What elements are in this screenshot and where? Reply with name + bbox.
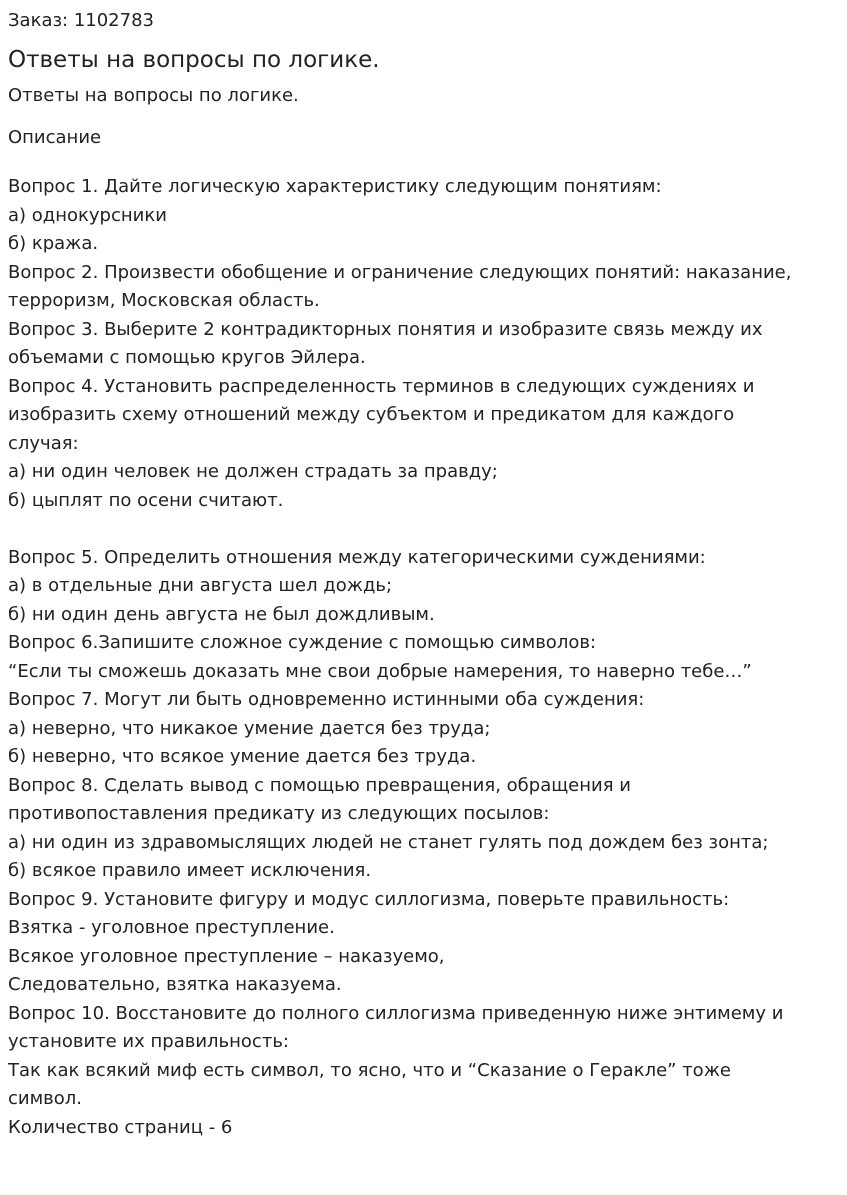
description-line: а) однокурсники: [8, 204, 167, 226]
description-line: б) неверно, что всякое умение дается без труда.: [8, 746, 477, 767]
description-line: Взятка - уголовное преступление.: [8, 917, 335, 938]
description-line: а) в отдельные дни августа шел дождь;: [8, 575, 393, 596]
description-body: [8, 173, 839, 1142]
description-line: а) неверно, что никакое умение дается без труда;: [8, 717, 491, 739]
description-line: Вопрос 5. Определить отношения между категорическими суждениями:: [8, 546, 706, 568]
description-line: Всякое уголовное преступление – наказуемо,: [8, 945, 445, 967]
description-line: Вопрос 9. Установите фигуру и модус силлогизма, поверьте правильность:: [8, 888, 730, 910]
description-line: а) ни один из здравомыслящих людей не станет гулять под дождем без зонта;: [8, 831, 769, 853]
description-line: объемами с помощью кругов Эйлера.: [8, 347, 366, 368]
description-line: Вопрос 6.Запишите сложное суждение с помощью символов:: [8, 632, 597, 653]
description-line: б) цыплят по осени считают.: [8, 489, 284, 511]
description-line: установите их правильность:: [8, 1031, 289, 1052]
description-line: б) всякое правило имеет исключения.: [8, 860, 372, 881]
description-heading: Описание: [8, 127, 102, 148]
description-line: Вопрос 10. Восстановите до полного силлогизма приведенную ниже энтимему и: [8, 1002, 784, 1024]
description-line: б) ни один день августа не был дождливым.: [8, 603, 435, 625]
description-line: случая:: [8, 432, 79, 454]
description-line: Количество страниц - 6: [8, 1116, 233, 1138]
description-line: Вопрос 2. Произвести обобщение и ограничение следующих понятий: наказание,: [8, 261, 792, 283]
description-line: Вопрос 3. Выберите 2 контрадикторных понятия и изобразите связь между их: [8, 318, 763, 340]
description-line: Вопрос 1. Дайте логическую характеристику следующим понятиям:: [8, 176, 662, 197]
description-line: Вопрос 7. Могут ли быть одновременно истинными оба суждения:: [8, 689, 645, 710]
description-line: символ.: [8, 1088, 83, 1109]
order-number: Заказ: 1102783: [8, 10, 154, 31]
description-line: противопоставления предикату из следующих посылов:: [8, 803, 550, 824]
description-line: Так как всякий миф есть символ, то ясно, что и “Сказание о Геракле” тоже: [8, 1059, 731, 1081]
description-line: а) ни один человек не должен страдать за правду;: [8, 461, 498, 482]
description-line: [8, 515, 839, 544]
description-line: Вопрос 8. Сделать вывод с помощью превращения, обращения и: [8, 774, 631, 796]
description-line: Вопрос 4. Установить распределенность терминов в следующих суждениях и: [8, 375, 755, 397]
description-line: терроризм, Московская область.: [8, 290, 320, 311]
page-title: Ответы на вопросы по логике.: [8, 47, 380, 73]
description-line: изобразить схему отношений между субъектом и предикатом для каждого: [8, 404, 735, 425]
description-line: Следовательно, взятка наказуема.: [8, 974, 342, 995]
description-line: б) кража.: [8, 233, 99, 254]
page-subtitle: Ответы на вопросы по логике.: [8, 85, 299, 106]
description-line: “Если ты сможешь доказать мне свои добрые намерения, то наверно тебе…”: [8, 660, 752, 682]
